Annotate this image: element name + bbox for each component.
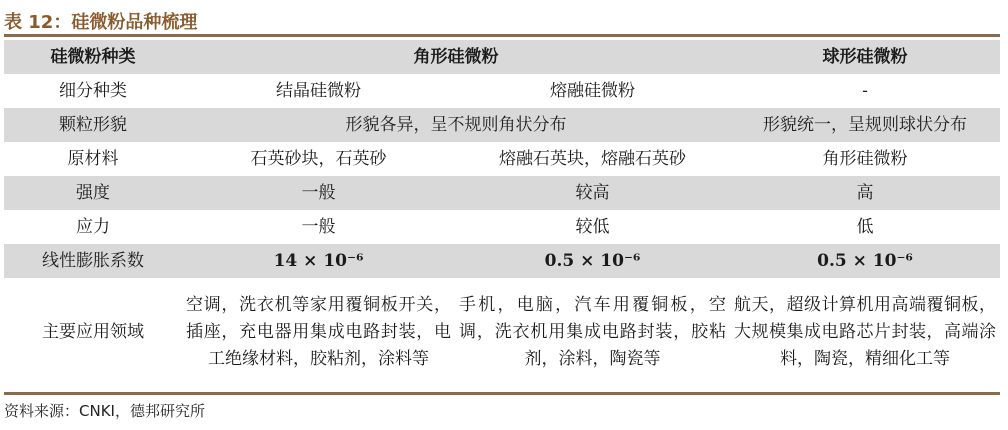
cell-merged: 形貌各异，呈不规则角状分布 [182, 108, 730, 142]
cell: 航天，超级计算机用高端覆铜板，大规模集成电路芯片封装，高端涂料，陶瓷，精细化工等 [734, 294, 996, 369]
row-label: 主要应用领域 [42, 321, 144, 342]
cell: 空调，洗衣机等家用覆铜板开关，插座，充电器用集成电路封装，电工绝缘材料，胶粘剂，涂料等 [186, 294, 451, 369]
top-rule [4, 34, 1000, 37]
cell: 角形硅微粉 [822, 149, 908, 169]
table-row [4, 176, 1000, 210]
row-label: 应力 [76, 217, 110, 237]
table-header-row [4, 40, 1000, 74]
cell: 一般 [182, 176, 455, 210]
header-category: 硅微粉种类 [4, 40, 182, 74]
row-label: 细分种类 [59, 81, 127, 101]
source-note: 资料来源：CNKI，德邦研究所 [4, 402, 205, 420]
table-row [4, 108, 1000, 142]
cell: 14 × 10⁻⁶ [182, 244, 455, 278]
cell: 熔融石英块，熔融石英砂 [499, 149, 686, 169]
cell: 0.5 × 10⁻⁶ [730, 244, 1000, 278]
table-row [4, 142, 1000, 176]
table-row [4, 74, 1000, 108]
cell: 较高 [455, 176, 730, 210]
header-spherical: 球形硅微粉 [730, 40, 1000, 74]
cell: 一般 [301, 217, 336, 237]
table-row [4, 210, 1000, 244]
bottom-rule [4, 392, 1000, 395]
row-label: 原材料 [67, 149, 119, 169]
silica-powder-table [4, 40, 1000, 386]
header-angular: 角形硅微粉 [182, 40, 730, 74]
cell: 石英砂块，石英砂 [250, 149, 387, 169]
row-label: 颗粒形貌 [4, 108, 182, 142]
cell: 结晶硅微粉 [276, 81, 361, 101]
cell: 高 [730, 176, 1000, 210]
table-title: 表 12：硅微粉品种梳理 [4, 12, 198, 33]
cell: 手机，电脑，汽车用覆铜板，空调，洗衣机用集成电路封装，胶粘剂，涂料，陶瓷等 [459, 294, 726, 369]
cell: 较低 [575, 217, 610, 237]
cell: 0.5 × 10⁻⁶ [455, 244, 730, 278]
cell: 低 [856, 217, 874, 237]
cell: 形貌统一，呈规则球状分布 [730, 108, 1000, 142]
table-row [4, 278, 1000, 386]
row-label: 线性膨胀系数 [4, 244, 182, 278]
row-label: 强度 [4, 176, 182, 210]
cell: 熔融硅微粉 [550, 81, 635, 101]
table-row [4, 244, 1000, 278]
cell: - [862, 81, 868, 101]
